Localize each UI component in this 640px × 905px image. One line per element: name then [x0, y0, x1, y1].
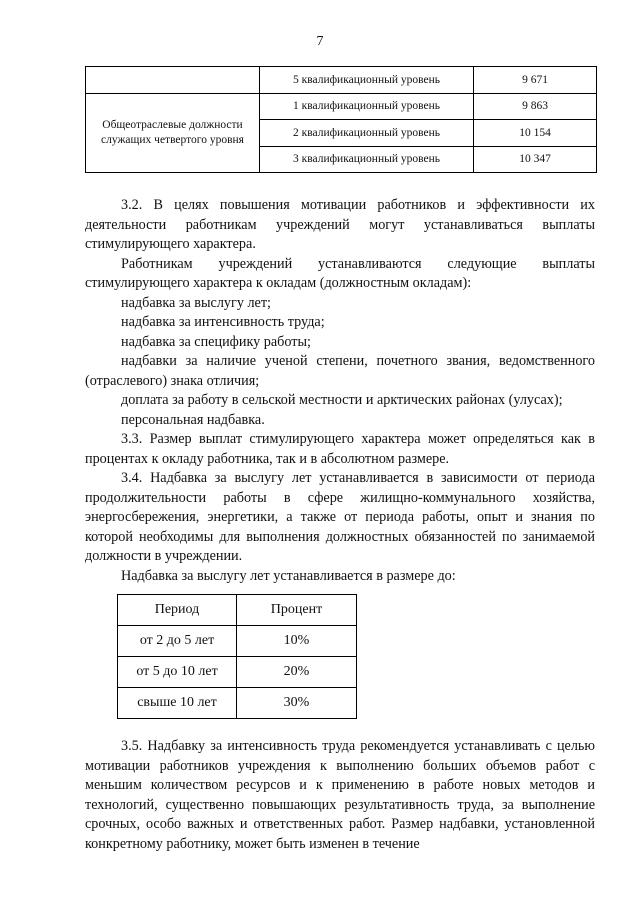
table-cell-level: 5 квалификационный уровень [260, 67, 474, 94]
body-text-block-2 [85, 737, 595, 854]
table-cell-period: свыше 10 лет [118, 688, 237, 719]
percent-table [117, 594, 357, 719]
table-row [86, 67, 597, 94]
table-cell-percent: 10% [237, 626, 357, 657]
table-header-percent: Процент [237, 595, 357, 626]
paragraph-percent-intro: Надбавка за выслугу лет устанавливается в размере до: [121, 567, 456, 584]
table-cell-percent: 20% [237, 657, 357, 688]
table-cell-period: от 5 до 10 лет [118, 657, 237, 688]
table-cell-amount: 10 347 [474, 146, 597, 173]
table-cell-period: от 2 до 5 лет [118, 626, 237, 657]
table-header-period: Период [118, 595, 237, 626]
table-cell-level: 2 квалификационный уровень [260, 120, 474, 147]
table-row [118, 626, 357, 657]
table-cell-amount: 9 671 [474, 67, 597, 94]
page-number: 7 [316, 34, 324, 49]
table-cell-group: Общеотраслевые должности служащих четвертого уровня [86, 93, 260, 173]
paragraph-3-2: 3.2. В целях повышения мотивации работников и эффективности их деятельности работникам учреждений могут устанавливаться выплаты стимулирующего характера. [85, 197, 595, 252]
list-item: доплата за работу в сельской местности и арктических районах (улусах); [121, 392, 563, 408]
list-item: надбавка за специфику работы; [121, 333, 311, 350]
table-row [118, 657, 357, 688]
list-item: надбавки за наличие ученой степени, почетного звания, ведомственного (отраслевого) знака отличия; [85, 353, 595, 389]
list-item: надбавка за выслугу лет; [121, 294, 271, 311]
table-cell-level: 3 квалификационный уровень [260, 146, 474, 173]
table-cell-percent: 30% [237, 688, 357, 719]
paragraph-3-4: 3.4. Надбавка за выслугу лет устанавливается в зависимости от периода продолжительности работы в сфере жилищно-коммунального хозяйства, энергосбережения, энергетики, а также от периода работы, опыт и знания по которой необходимы для выполнения должностных обязанностей по занимаемой должности в учреждении. [85, 470, 595, 564]
salary-table [85, 66, 597, 173]
list-item: персональная надбавка. [121, 411, 265, 428]
table-header-row [118, 595, 357, 626]
table-cell-empty [86, 67, 260, 94]
table-cell-amount: 9 863 [474, 93, 597, 120]
body-text-block [85, 196, 595, 586]
table-row [118, 688, 357, 719]
list-item: надбавка за интенсивность труда; [121, 314, 325, 330]
paragraph-3-5: 3.5. Надбавку за интенсивность труда рекомендуется устанавливать с целью мотивации работников учреждения к выполнению больших объемов работ с меньшим количеством ресурсов и к применению в работе новых методов и технологий, существенно повышающих результативность труда, за выполнение срочных, особо важных и ответственных работ. Размер надбавки, установленной конкретному работнику, может быть изменен в течение [85, 738, 595, 852]
table-cell-level: 1 квалификационный уровень [260, 93, 474, 120]
table-row [86, 93, 597, 120]
paragraph-intro-list: Работникам учреждений устанавливаются следующие выплаты стимулирующего характера к окладам (должностным окладам): [85, 255, 595, 291]
table-cell-amount: 10 154 [474, 120, 597, 147]
paragraph-3-3: 3.3. Размер выплат стимулирующего характера может определяться как в процентах к окладу работника, так и в абсолютном размере. [85, 431, 595, 467]
